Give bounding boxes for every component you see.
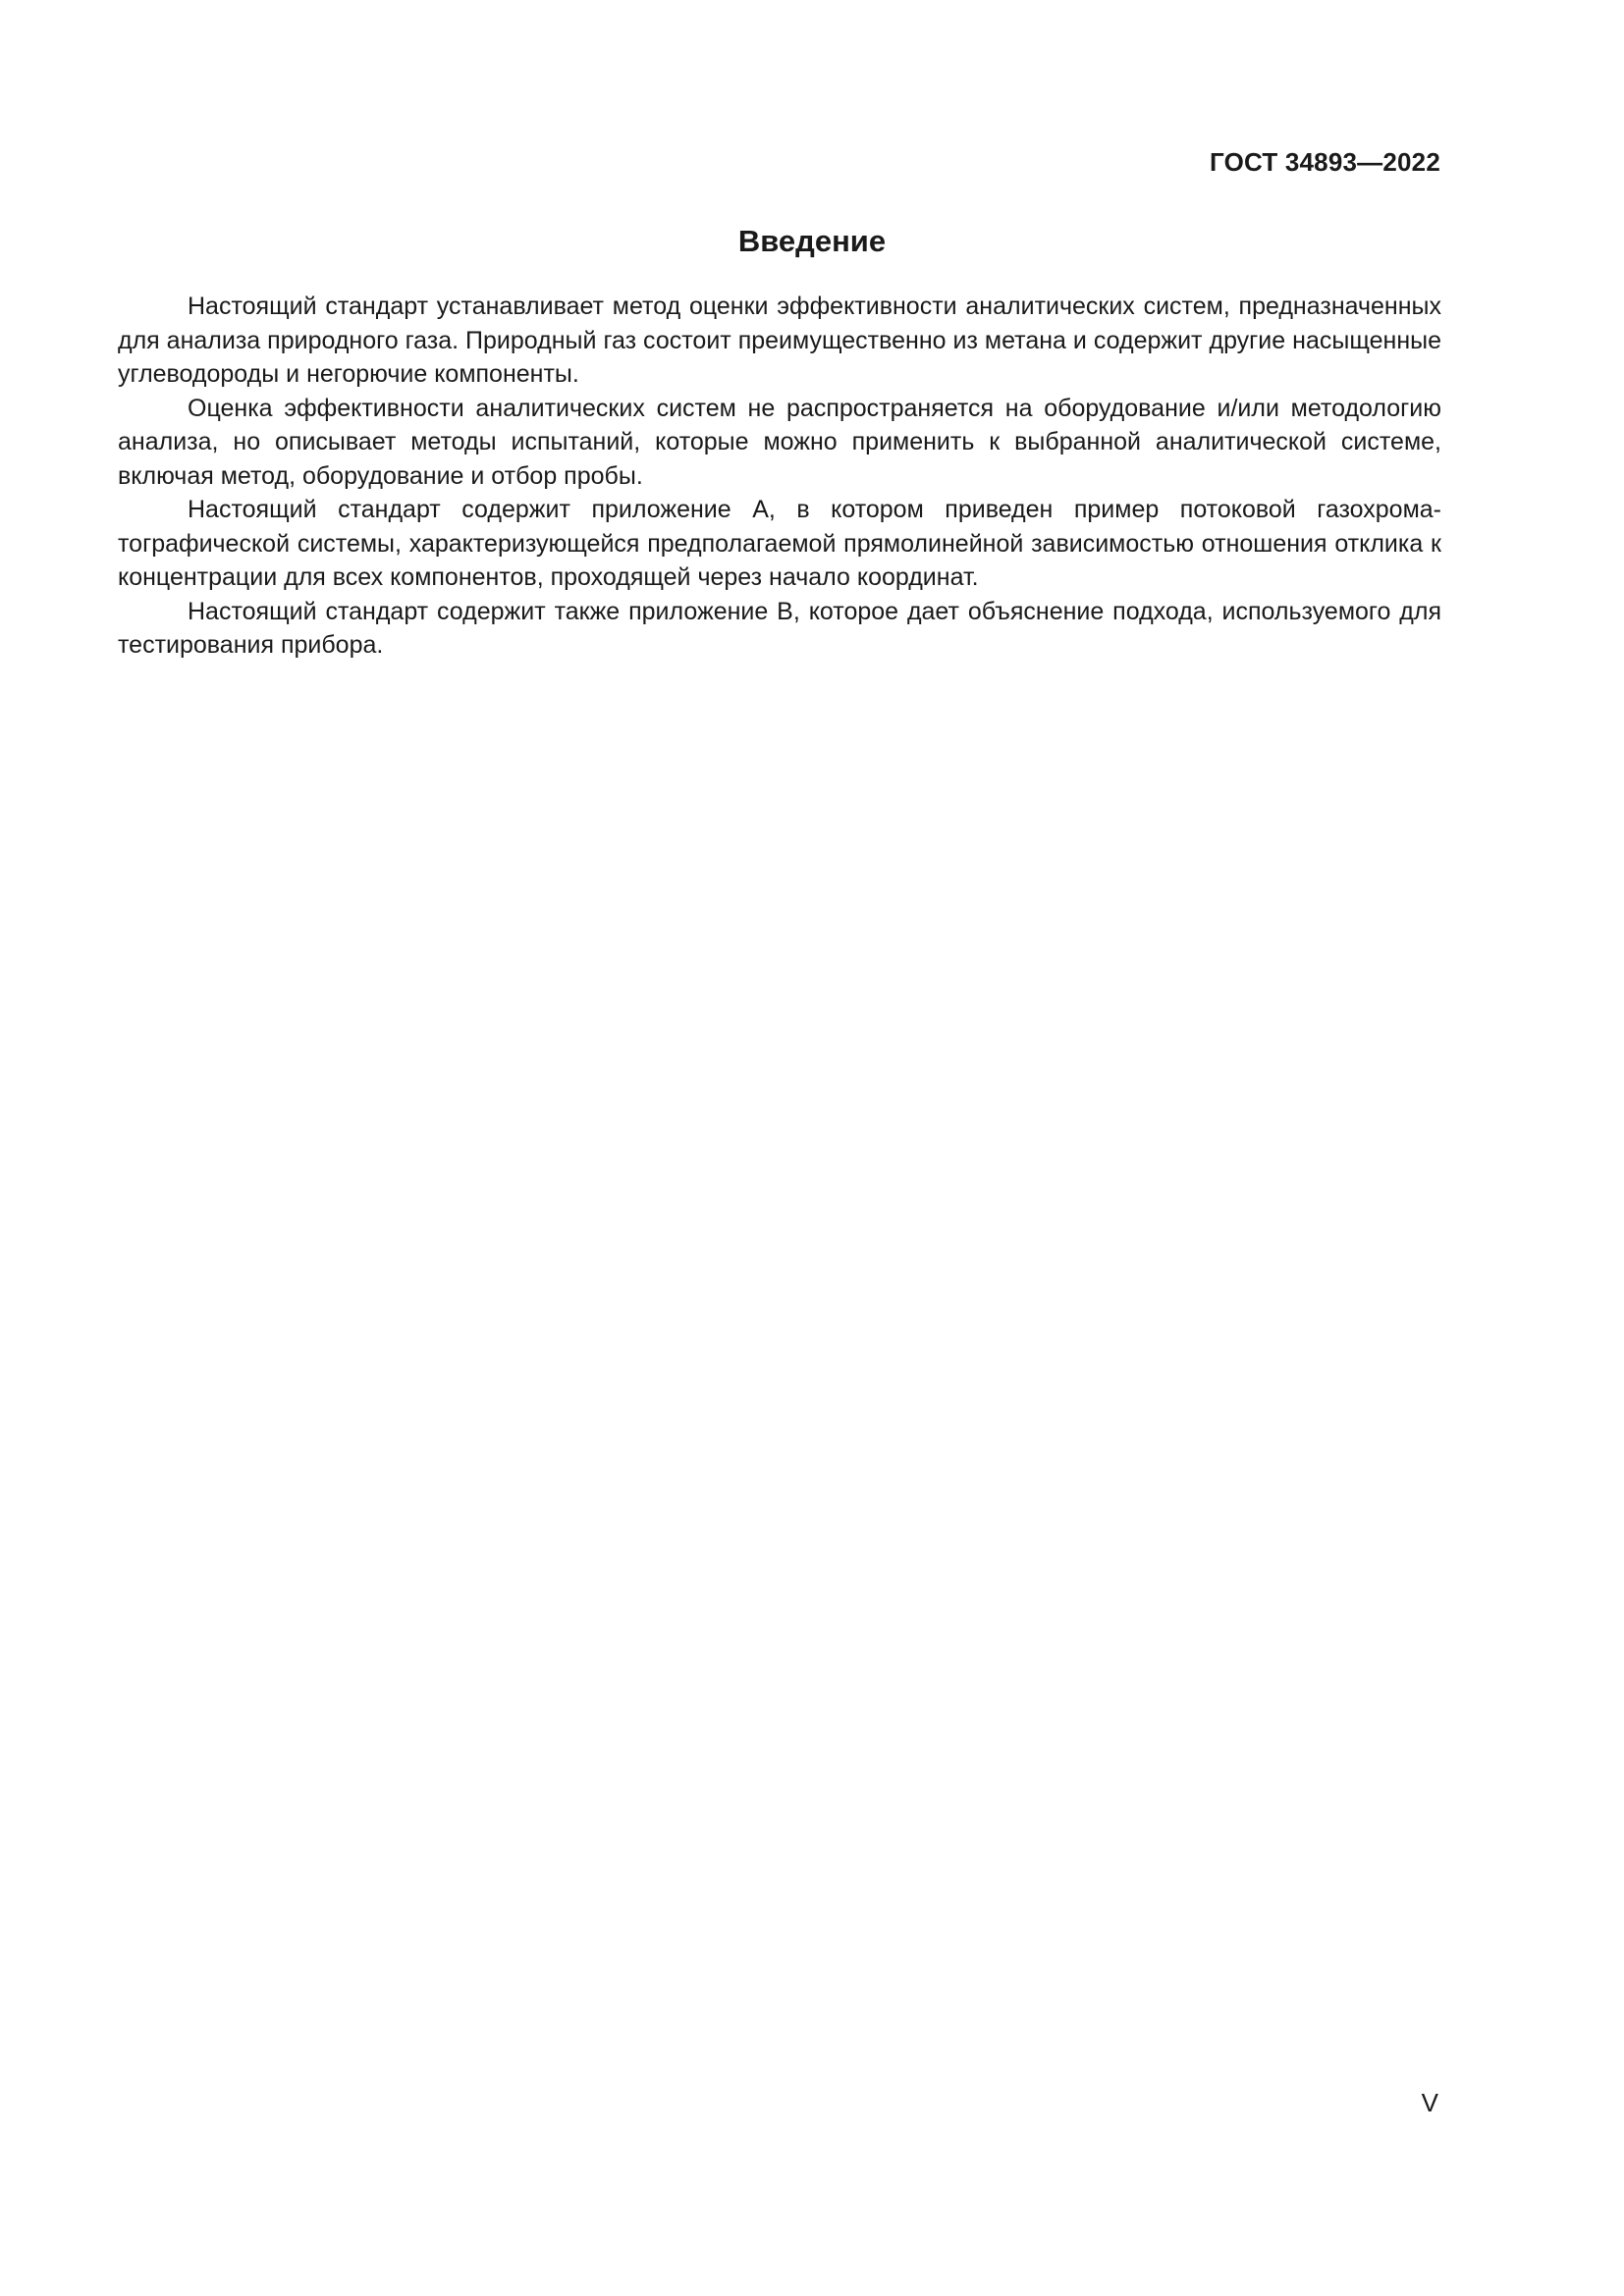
paragraph: Настоящий стандарт устанавливает метод оценки эффективности аналитических систем, предназначенных для анализа природного газа. Природный газ состоит преимущественно из метана и содержит другие насыщенные углеводороды и негорючие компоненты. bbox=[118, 293, 1441, 388]
section-title: Введение bbox=[737, 224, 887, 258]
paragraph: Оценка эффективности аналитических систем не распространяется на оборудование и/или методологию анализа, но описывает методы испытаний, которые можно применить к выбранной аналитической системе, включая метод, оборудование и отбор пробы. bbox=[118, 394, 1441, 490]
page-number: V bbox=[1421, 2088, 1438, 2117]
document-code: ГОСТ 34893—2022 bbox=[1210, 147, 1440, 177]
paragraph: Настоящий стандарт содержит также приложение В, которое дает объяснение подхода, используемого для тестирования прибора. bbox=[118, 597, 1441, 659]
introduction-body bbox=[118, 290, 1441, 663]
paragraph: Настоящий стандарт содержит приложение А, в котором приведен пример потоковой газохроматографической системы, характеризующейся предполагаемой прямолинейной зависимостью отношения отклика к концентрации для всех компонентов, проходящей через начало координат. bbox=[118, 496, 1441, 591]
